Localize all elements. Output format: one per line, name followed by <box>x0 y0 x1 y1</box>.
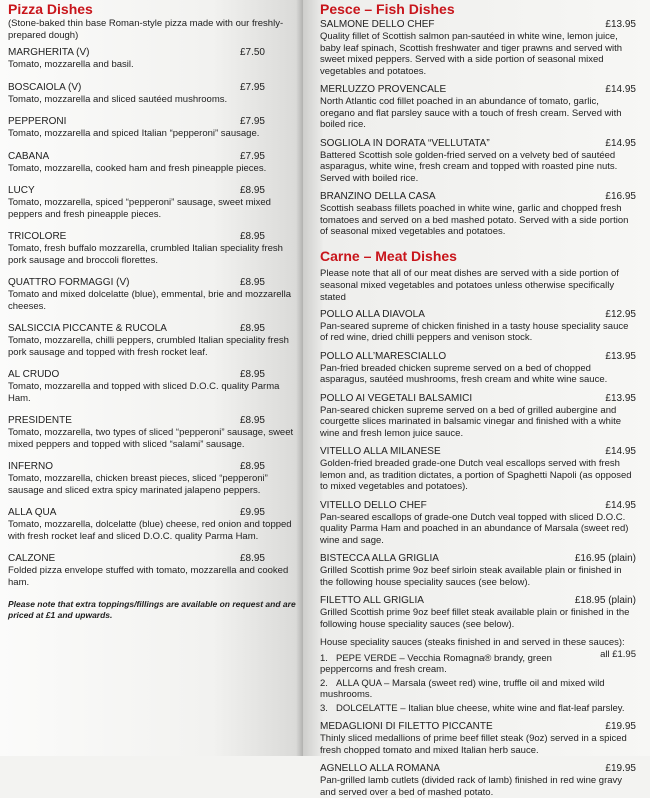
meat-list <box>320 309 636 631</box>
sauce-number: 2. <box>320 677 328 689</box>
dish-price: £16.95 <box>605 191 636 202</box>
dish-name: MARGHERITA (V) <box>8 47 90 58</box>
dish-header <box>8 369 299 381</box>
sauce-number: 3. <box>320 702 328 714</box>
dish-price: £14.95 <box>605 84 636 95</box>
dish-description: Tomato, fresh buffalo mozzarella, crumbled Italian speciality fresh pork sausage and broccoli florettes. <box>8 243 283 266</box>
dish-price: £7.95 <box>239 150 265 162</box>
dish-price: £12.95 <box>605 308 636 320</box>
sauce-number: 1. <box>320 652 328 664</box>
pizza-intro: (Stone-baked thin base Roman-style pizza made with our freshly-prepared dough) <box>8 18 284 41</box>
dish-description: Tomato, mozzarella and spiced Italian “pepperoni” sausage. <box>8 128 260 139</box>
dish-name: ALLA QUA <box>8 507 57 518</box>
pizza-item <box>8 116 299 140</box>
house-sauces <box>320 637 636 714</box>
dish-header <box>320 721 636 733</box>
fish-item <box>320 138 636 185</box>
meat-section-title: Carne – Meat Dishes <box>320 247 457 264</box>
sauces-intro-text: House speciality sauces (steaks finished in and served in these sauces): <box>320 637 625 648</box>
dish-name: SOGLIOLA IN DORATA “VELLUTATA” <box>320 137 490 149</box>
fish-meat-column <box>303 0 650 798</box>
dish-header <box>320 763 636 775</box>
dish-name: SALMONE DELLO CHEF <box>320 19 435 30</box>
meat-item <box>320 500 636 547</box>
dish-description: Grilled Scottish prime 9oz beef fillet steak available plain or finished in the following house speciality sauces (see below). <box>320 607 630 630</box>
dish-header <box>320 446 636 458</box>
pizza-item <box>8 369 299 404</box>
dish-description: Tomato, mozzarella, two types of sliced “pepperoni” sausage, sweet mixed peppers and topped with sliced “salami” sausage. <box>8 427 294 450</box>
dish-description: Pan-grilled lamb cutlets (divided rack of lamb) finished in red wine gravy and served over a bed of mashed potato. <box>320 775 623 798</box>
pizza-item <box>8 82 299 106</box>
dish-header <box>8 185 299 197</box>
sauce-option <box>320 653 636 676</box>
meat-list-continued <box>320 721 636 798</box>
dish-header <box>320 84 636 96</box>
dish-description: Tomato, mozzarella and topped with sliced D.O.C. quality Parma Ham. <box>8 381 280 404</box>
pizza-item <box>8 461 299 496</box>
dish-description: Pan-seared escallops of grade-one Dutch veal topped with sliced D.O.C. quality Parma Ham and poached in an abundance of Marsala (sweet red) wine and sage. <box>320 511 629 546</box>
dish-description: North Atlantic cod fillet poached in an abundance of tomato, garlic, oregano and flat parsley sauce with a touch of fresh cream. Served with boiled rice. <box>320 96 622 130</box>
dish-price: £13.95 <box>605 19 636 30</box>
dish-header <box>8 323 299 335</box>
dish-price: £9.95 <box>239 507 265 518</box>
dish-price: £8.95 <box>239 461 265 472</box>
dish-price: £14.95 <box>605 499 636 511</box>
meat-item <box>320 763 636 798</box>
dish-name: CALZONE <box>8 553 56 564</box>
meat-item <box>320 309 636 344</box>
dish-name: BRANZINO DELLA CASA <box>320 191 436 202</box>
dish-price: £7.50 <box>239 47 265 58</box>
dish-description: Folded pizza envelope stuffed with tomato, mozzarella and cooked ham. <box>8 565 289 588</box>
dish-price: £14.95 <box>605 446 636 457</box>
sauce-list <box>320 653 636 715</box>
dish-name: INFERNO <box>8 461 53 472</box>
dish-name: TRICOLORE <box>8 231 67 242</box>
dish-header <box>8 415 299 427</box>
sauce-text: PEPE VERDE – Vecchia Romagna® brandy, green peppercorns and fresh cream. <box>320 652 552 675</box>
dish-price: £8.95 <box>239 553 265 564</box>
dish-description: Golden-fried breaded grade-one Dutch veal escallops served with fresh lemon and, as tradition dictates, a portion of Spaghetti Napoli (as opposed to mixed vegetables and potatoes). <box>320 458 632 492</box>
dish-description: Scottish seabass fillets poached in white wine, garlic and chopped fresh tomatoes and served on a bed mashed potato. Served with a side portion of seasonal mixed vegetables and potatoes. <box>320 203 629 237</box>
dish-price: £16.95 (plain) <box>574 553 636 564</box>
dish-header <box>8 151 299 163</box>
dish-description: Tomato, mozzarella and sliced sautéed mushrooms. <box>8 93 228 105</box>
dish-header <box>320 19 636 31</box>
dish-price: £7.95 <box>239 81 265 93</box>
dish-description: Thinly sliced medallions of prime beef fillet steak (9oz) served in a spiced fresh chopped tomato and mixed Italian herb sauce. <box>320 733 627 756</box>
pizza-item <box>8 553 299 588</box>
pizza-item <box>8 151 299 175</box>
sauces-intro <box>320 637 636 660</box>
fish-item <box>320 191 636 238</box>
dish-price: £8.95 <box>239 415 265 426</box>
dish-header <box>320 351 636 363</box>
dish-header <box>8 553 299 565</box>
dish-name: AL CRUDO <box>8 369 60 380</box>
meat-item <box>320 446 636 493</box>
dish-header <box>8 231 299 243</box>
dish-price: £8.95 <box>239 185 265 196</box>
dish-description: Pan-fried breaded chicken supreme served on a bed of chopped asparagus, sautéed mushrooms, fresh cream and white wine sauce. <box>320 362 608 385</box>
dish-description: Quality fillet of Scottish salmon pan-sautéed in white wine, lemon juice, baby leaf spinach, Scottish freshwater and tiger prawns and served with sweet mixed peppers. Served with a side portion of seasonal mixed vegetables and potatoes. <box>320 31 623 77</box>
dish-header <box>320 309 636 321</box>
dish-header <box>320 553 636 565</box>
dish-name: POLLO ALL’MARESCIALLO <box>320 350 447 362</box>
dish-description: Pan-seared supreme of chicken finished in a tasty house speciality sauce of red wine, dried chilli peppers and venison stock. <box>320 320 629 343</box>
dish-name: BOSCAIOLA (V) <box>8 81 82 93</box>
dish-name: POLLO AI VEGETALI BALSAMICI <box>320 392 473 404</box>
fish-item <box>320 19 636 77</box>
meat-item <box>320 595 636 630</box>
dish-name: FILETTO ALL GRIGLIA <box>320 595 424 606</box>
dish-description: Tomato, mozzarella and basil. <box>8 59 134 70</box>
meat-item <box>320 553 636 588</box>
fish-item <box>320 84 636 131</box>
dish-name: PRESIDENTE <box>8 415 72 426</box>
dish-name: PEPPERONI <box>8 116 67 127</box>
dish-name: CABANA <box>8 150 50 162</box>
meat-item <box>320 351 636 386</box>
dish-price: £13.95 <box>605 350 636 362</box>
sauce-option <box>320 703 636 715</box>
sauce-text: DOLCELATTE – Italian blue cheese, white wine and flat-leaf parsley. <box>336 702 625 714</box>
dish-price: £8.95 <box>239 231 265 242</box>
dish-name: MEDAGLIONI DI FILETTO PICCANTE <box>320 721 493 732</box>
dish-name: LUCY <box>8 185 35 196</box>
pizza-item <box>8 47 299 71</box>
dish-name: VITELLO ALLA MILANESE <box>320 446 441 457</box>
pizza-item <box>8 323 299 358</box>
dish-description: Tomato and mixed dolcelatte (blue), emmental, brie and mozzarella cheeses. <box>8 289 292 312</box>
dish-description: Tomato, mozzarella, dolcelatte (blue) cheese, red onion and topped with fresh rocket leaf and sliced D.O.C. quality Parma Ham. <box>8 519 292 542</box>
fish-list <box>320 19 636 238</box>
dish-header <box>8 277 299 289</box>
dish-description: Tomato, mozzarella, chilli peppers, crumbled Italian speciality fresh pork sausage and topped with fresh rocket leaf. <box>8 335 289 358</box>
dish-name: POLLO ALLA DIAVOLA <box>320 308 425 320</box>
dish-header <box>320 393 636 405</box>
dish-description: Grilled Scottish prime 9oz beef sirloin steak available plain or finished in the following house speciality sauces (see below). <box>320 565 622 588</box>
dish-header <box>8 116 299 128</box>
sauce-option <box>320 678 636 701</box>
dish-description: Tomato, mozzarella, chicken breast pieces, sliced “pepperoni” sausage and sliced extra spicy marinated jalapeno peppers. <box>8 473 268 496</box>
dish-price: £8.95 <box>239 277 265 288</box>
dish-price: £18.95 (plain) <box>574 595 636 606</box>
dish-name: SALSICCIA PICCANTE & RUCOLA <box>8 323 167 334</box>
dish-header <box>320 138 636 150</box>
dish-name: VITELLO DELLO CHEF <box>320 499 427 511</box>
pizza-column <box>0 0 303 756</box>
pizza-item <box>8 277 299 312</box>
dish-price: £8.95 <box>239 369 265 380</box>
dish-name: BISTECCA ALLA GRIGLIA <box>320 553 439 564</box>
dish-name: QUATTRO FORMAGGI (V) <box>8 277 130 288</box>
meat-item <box>320 721 636 756</box>
dish-header <box>8 507 299 519</box>
sauces-price: all £1.95 <box>600 648 636 660</box>
dish-price: £19.95 <box>605 763 636 774</box>
dish-header <box>8 82 299 94</box>
dish-price: £7.95 <box>239 116 265 127</box>
dish-price: £13.95 <box>605 392 636 404</box>
pizza-item <box>8 507 299 542</box>
meat-intro: Please note that all of our meat dishes are served with a side portion of seasonal mixed vegetables and potatoes unless otherwise specifically stated <box>320 267 619 303</box>
dish-description: Battered Scottish sole golden-fried served on a velvety bed of sautéed asparagus, white wine, fresh cream and topped with roasted pine nuts. Served with boiled rice. <box>320 149 618 184</box>
dish-price: £8.95 <box>239 323 265 334</box>
sauce-text: ALLA QUA – Marsala (sweet red) wine, truffle oil and mixed wild mushrooms. <box>320 677 605 700</box>
pizza-item <box>8 231 299 266</box>
pizza-item <box>8 185 299 220</box>
pizza-list <box>8 47 299 588</box>
dish-header <box>320 191 636 203</box>
fish-section-title: Pesce – Fish Dishes <box>320 1 455 17</box>
dish-description: Tomato, mozzarella, spiced “pepperoni” sausage, sweet mixed peppers and fresh pineapple pieces. <box>8 197 271 220</box>
dish-header <box>8 47 299 59</box>
dish-header <box>320 595 636 607</box>
dish-price: £14.95 <box>605 137 636 149</box>
dish-header <box>8 461 299 473</box>
dish-description: Tomato, mozzarella, cooked ham and fresh pineapple pieces. <box>8 162 267 174</box>
pizza-item <box>8 415 299 450</box>
dish-header <box>320 500 636 512</box>
dish-name: MERLUZZO PROVENCALE <box>320 84 447 95</box>
dish-description: Pan-seared chicken supreme served on a bed of grilled aubergine and courgette slices marinated in balsamic vinegar and finished with a white wine and fresh lemon juice sauce. <box>320 404 621 439</box>
meat-item <box>320 393 636 440</box>
extra-toppings-note: Please note that extra toppings/fillings are available on request and are priced at £1 and upwards. <box>8 599 296 620</box>
pizza-section-title: Pizza Dishes <box>8 1 93 17</box>
dish-name: AGNELLO ALLA ROMANA <box>320 763 441 774</box>
dish-price: £19.95 <box>605 721 636 732</box>
